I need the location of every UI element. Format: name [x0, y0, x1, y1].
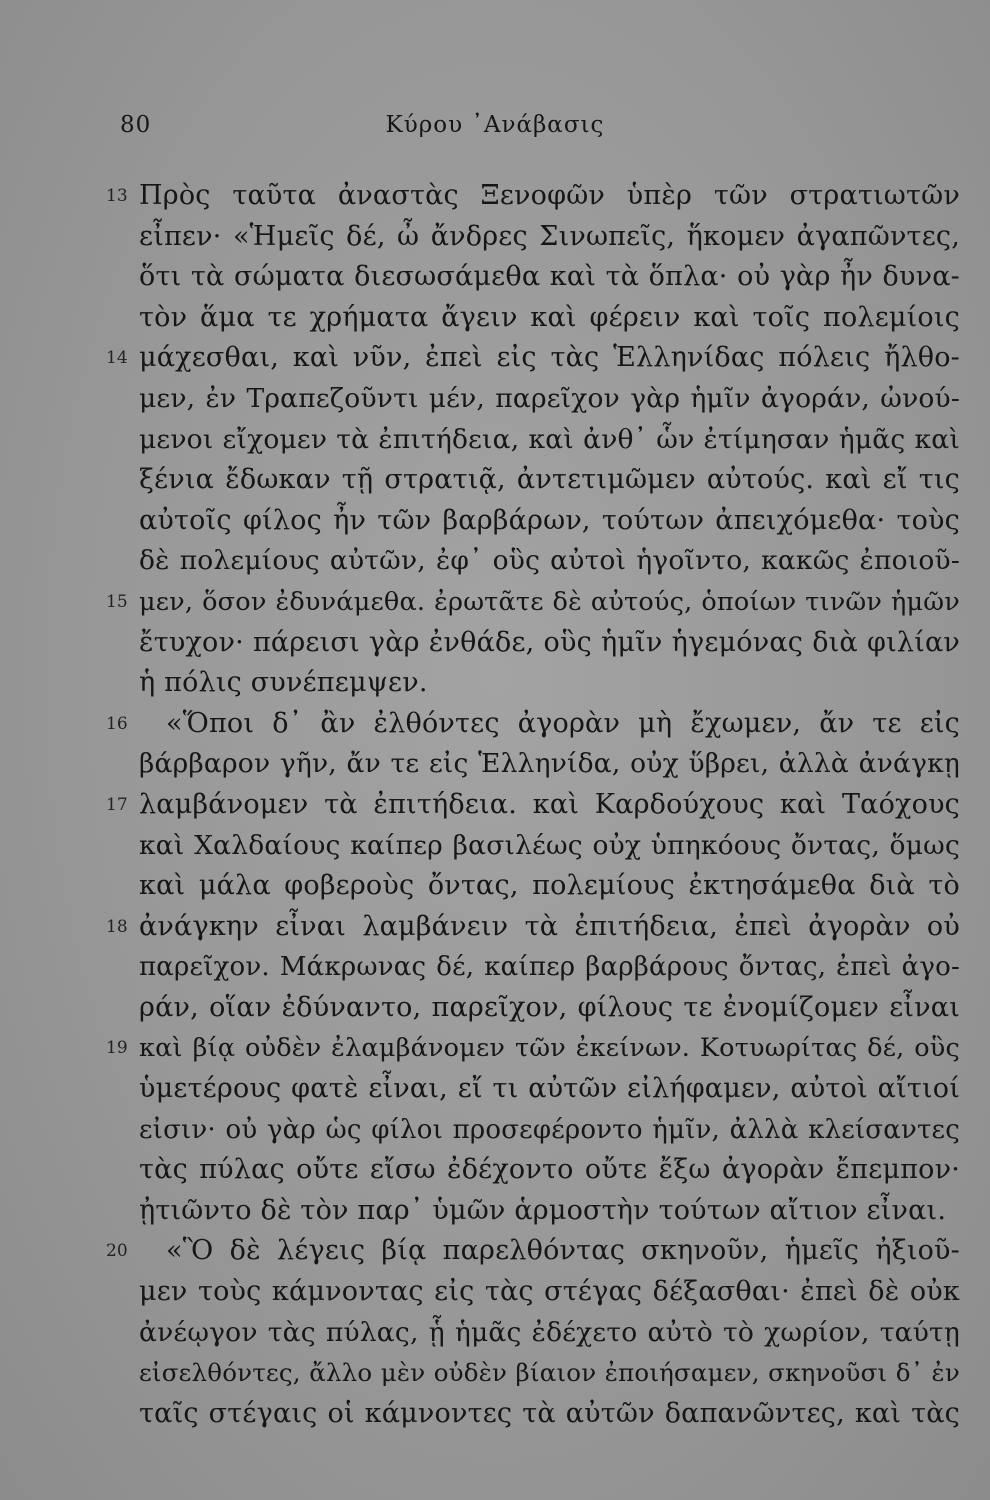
text-line	[0, 541, 990, 582]
line-text: μάχεσθαι, καὶ νῦν, ἐπεὶ εἰς τὰς Ἑλληνίδας πόλεις ἤλθο-	[139, 342, 960, 374]
line-text: Πρὸς ταῦτα ἀναστὰς Ξενοφῶν ὑπὲρ τῶν στρατιωτῶν	[139, 180, 960, 211]
text-line	[0, 1313, 990, 1354]
text-line	[0, 947, 990, 988]
line-text: «Ὃ δὲ λέγεις βίᾳ παρελθόντας σκηνοῦν, ἡμεῖς ἠξιοῦ-	[166, 1235, 960, 1267]
section-number: 19	[106, 1038, 128, 1059]
section-number: 20	[106, 1241, 128, 1262]
section-number: 16	[106, 713, 128, 734]
text-line	[0, 298, 990, 339]
line-text: παρεῖχον. Μάκρωνας δέ, καίπερ βαρβάρους ὄντας, ἐπεὶ ἀγο-	[139, 952, 960, 983]
line-text: καὶ μάλα φοβεροὺς ὄντας, πολεμίους ἐκτησάμεθα διὰ τὸ	[139, 870, 960, 902]
text-line	[0, 785, 990, 826]
line-text: ξένια ἔδωκαν τῇ στρατιᾷ, ἀντετιμῶμεν αὐτούς. καὶ εἴ τις	[139, 464, 960, 496]
text-line	[0, 744, 990, 785]
page-number: 80	[120, 112, 152, 138]
section-number: 18	[106, 916, 128, 937]
line-text: λαμβάνομεν τὰ ἐπιτήδεια. καὶ Καρδούχους καὶ Ταόχους	[139, 788, 960, 820]
text-line	[0, 460, 990, 501]
line-text: μενοι εἴχομεν τὰ ἐπιτήδεια, καὶ ἀνθ᾽ ὧν ἐτίμησαν ἡμᾶς καὶ	[139, 423, 960, 455]
text-line	[0, 826, 990, 867]
line-text: ἀνέῳγον τὰς πύλας, ᾗ ἡμᾶς ἐδέχετο αὐτὸ τὸ χωρίον, ταύτῃ	[139, 1316, 960, 1348]
text-line	[0, 501, 990, 542]
line-text: αὐτοῖς φίλος ἦν τῶν βαρβάρων, τούτων ἀπειχόμεθα· τοὺς	[139, 504, 960, 536]
text-line	[0, 623, 990, 664]
section-number: 13	[106, 186, 128, 206]
line-text: εἰσιν· οὐ γὰρ ὡς φίλοι προσεφέροντο ἡμῖν, ἀλλὰ κλείσαντες	[139, 1114, 960, 1145]
line-text: ράν, οἵαν ἐδύναντο, παρεῖχον, φίλους τε ἐνομίζομεν εἶναι	[139, 991, 960, 1023]
line-text: ταῖς στέγαις οἱ κάμνοντες τὰ αὐτῶν δαπανῶντες, καὶ τὰς	[139, 1397, 960, 1429]
line-text: εἶπεν· «Ἡμεῖς δέ, ὦ ἄνδρες Σινωπεῖς, ἥκομεν ἀγαπῶντες,	[139, 220, 960, 252]
line-text: καὶ βίᾳ οὐδὲν ἐλαμβάνομεν τῶν ἐκείνων. Κοτυωρίτας δέ, οὓς	[139, 1033, 960, 1064]
text-line	[0, 1028, 990, 1069]
page-header	[0, 112, 990, 152]
section-number: 17	[106, 794, 128, 815]
line-text: βάρβαρον γῆν, ἄν τε εἰς Ἑλληνίδα, οὐχ ὕβρει, ἀλλὰ ἀνάγκῃ	[139, 748, 960, 780]
text-line	[0, 1394, 990, 1435]
line-text: ὑμετέρους φατὲ εἶναι, εἴ τι αὐτῶν εἰλήφαμεν, αὐτοὶ αἴτιοί	[139, 1073, 960, 1105]
line-text: καὶ Χαλδαίους καίπερ βασιλέως οὐχ ὑπηκόους ὄντας, ὅμως	[139, 829, 960, 861]
text-line	[0, 1069, 990, 1110]
text-line	[0, 1272, 990, 1313]
line-text: ἔτυχον· πάρεισι γὰρ ἐνθάδε, οὓς ἡμῖν ἡγεμόνας διὰ φιλίαν	[139, 626, 960, 658]
text-line	[0, 1150, 990, 1191]
text-line	[0, 988, 990, 1029]
section-number: 14	[106, 348, 128, 369]
line-text: ἀνάγκην εἶναι λαμβάνειν τὰ ἐπιτήδεια, ἐπεὶ ἀγορὰν οὐ	[139, 910, 960, 942]
line-text: ὅτι τὰ σώματα διεσωσάμεθα καὶ τὰ ὅπλα· οὐ γὰρ ἦν δυνα-	[139, 261, 960, 293]
text-line	[0, 663, 990, 704]
running-title: Κύρου ᾿Ανάβασις	[385, 112, 605, 138]
line-text: ᾐτιῶντο δὲ τὸν παρ᾽ ὑμῶν ἁρμοστὴν τούτων αἴτιον εἶναι.	[139, 1194, 947, 1226]
line-text: εἰσελθόντες, ἄλλο μὲν οὐδὲν βίαιον ἐποιήσαμεν, σκηνοῦσι δ᾽ ἐν	[139, 1358, 960, 1388]
line-text: τὰς πύλας οὔτε εἴσω ἐδέχοντο οὔτε ἔξω ἀγορὰν ἔπεμπον·	[139, 1154, 960, 1186]
line-text: δὲ πολεμίους αὐτῶν, ἐφ᾽ οὓς αὐτοὶ ἡγοῖντο, κακῶς ἐποιοῦ-	[139, 545, 960, 577]
line-text: τὸν ἅμα τε χρήματα ἄγειν καὶ φέρειν καὶ τοῖς πολεμίοις	[139, 301, 960, 333]
line-text: ἡ πόλις συνέπεμψεν.	[139, 667, 428, 699]
text-line	[0, 1231, 990, 1272]
text-line	[0, 379, 990, 420]
text-line	[0, 866, 990, 907]
text-line	[0, 217, 990, 258]
text-line	[0, 907, 990, 948]
text-line	[0, 420, 990, 461]
line-text: μεν, ὅσον ἐδυνάμεθα. ἐρωτᾶτε δὲ αὐτούς, ὁποίων τινῶν ἡμῶν	[139, 586, 960, 617]
line-text: μεν, ἐν Τραπεζοῦντι μέν, παρεῖχον γὰρ ἡμῖν ἀγοράν, ὠνού-	[139, 382, 960, 414]
text-line	[0, 257, 990, 298]
text-line	[0, 176, 990, 217]
line-text: «Ὅποι δ᾽ ἂν ἐλθόντες ἀγορὰν μὴ ἔχωμεν, ἄν τε εἰς	[166, 707, 960, 739]
text-line	[0, 338, 990, 379]
text-line	[0, 704, 990, 745]
text-line	[0, 1110, 990, 1151]
body-text	[0, 176, 990, 1434]
text-line	[0, 1353, 990, 1394]
text-line	[0, 582, 990, 623]
line-text: μεν τοὺς κάμνοντας εἰς τὰς στέγας δέξασθαι· ἐπεὶ δὲ οὐκ	[139, 1276, 960, 1308]
text-line	[0, 1191, 990, 1232]
section-number: 15	[106, 591, 128, 612]
